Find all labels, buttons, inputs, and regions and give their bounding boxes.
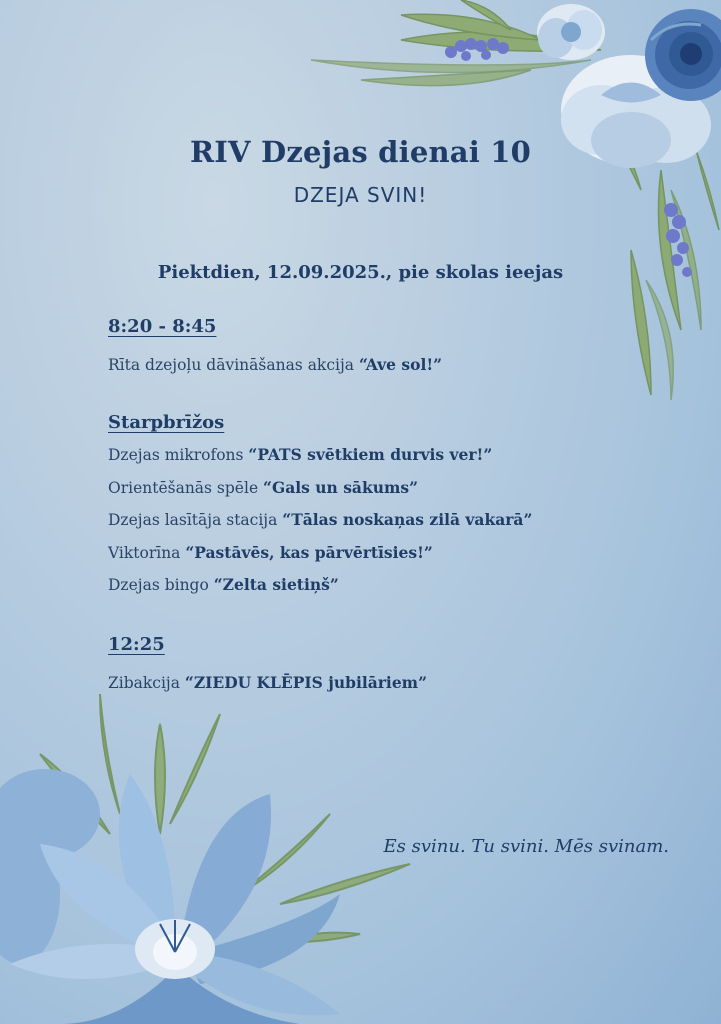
activity-type: Dzejas bingo [108, 576, 214, 594]
activity-name: “Gals un sākums” [263, 477, 419, 497]
activity-name: “Ave sol!” [358, 355, 443, 374]
activity-name: “ZIEDU KLĒPIS jubilāriem” [184, 673, 428, 692]
schedule-item [108, 504, 668, 537]
schedule-section-breaks [108, 412, 668, 602]
schedule-section-morning [108, 316, 668, 382]
activity-name: “Zelta sietiņš” [213, 575, 339, 594]
section-time-heading: 12:25 [108, 634, 165, 655]
event-date-location: Piektdien, 12.09.2025., pie skolas ieejas [157, 262, 564, 283]
section-time-heading: 8:20 - 8:45 [108, 316, 217, 337]
activity-type: Orientēšanās spēle [108, 478, 264, 497]
activity-name: “Tālas noskaņas zilā vakarā” [282, 510, 533, 529]
closing-slogan: Es svinu. Tu svini. Mēs svinam. [383, 836, 669, 857]
activity-type: Dzejas lasītāja stacija [108, 511, 283, 529]
schedule-item [108, 349, 668, 382]
schedule-item [108, 569, 668, 602]
section-time-heading: Starpbrīžos [108, 412, 225, 433]
page-subtitle: DZEJA SVIN! [293, 183, 428, 207]
activity-type: Rīta dzejoļu dāvināšanas akcija [108, 356, 359, 374]
activity-name: “Pastāvēs, kas pārvērtīsies!” [185, 542, 433, 562]
schedule-item [108, 667, 668, 700]
schedule-item [108, 537, 668, 570]
activity-type: Zibakcija [108, 674, 185, 692]
activity-name: “PATS svētkiem durvis ver!” [248, 445, 493, 464]
schedule-section-flashmob [108, 634, 668, 700]
activity-type: Viktorīna [108, 543, 186, 562]
schedule-item [108, 472, 668, 505]
blue-lily-flower-icon [0, 694, 430, 1024]
activity-type: Dzejas mikrofons [108, 446, 249, 464]
page-title: RIV Dzejas dienai 10 [189, 135, 532, 169]
schedule-item [108, 439, 668, 472]
